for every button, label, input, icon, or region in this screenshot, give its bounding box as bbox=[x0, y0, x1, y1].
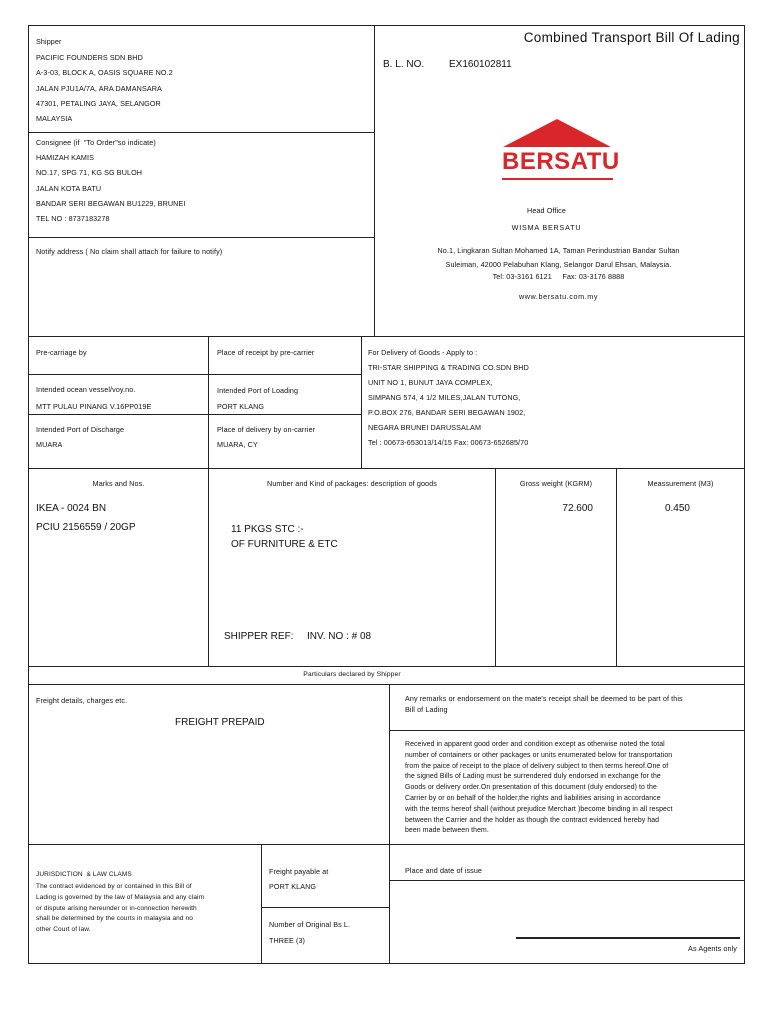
vessel-label: Intended ocean vessel/voy.no. bbox=[36, 385, 136, 394]
border-top bbox=[28, 25, 745, 26]
marks-header: Marks and Nos. bbox=[92, 479, 145, 488]
divider-top-routing bbox=[28, 336, 745, 337]
divider-cargo-declared bbox=[28, 666, 745, 667]
border-bottom bbox=[28, 963, 745, 964]
signature-line bbox=[516, 937, 740, 939]
consignee-line: BANDAR SERI BEGAWAN BU1229, BRUNEI bbox=[36, 198, 186, 208]
terms-line: number of containers or other packages or units enumerated below for transportation bbox=[405, 751, 673, 759]
remarks-line: Any remarks or endorsement on the mate's receipt shall be deemed to be part of this bbox=[405, 694, 683, 703]
divider-top-vertical bbox=[374, 25, 375, 336]
delivery-agent-line: Tel : 00673-653013/14/15 Fax: 00673-652685/70 bbox=[368, 438, 529, 447]
invoice-number: INV. NO : # 08 bbox=[307, 631, 372, 642]
delivery-agent-line: UNIT NO 1, BUNUT JAYA COMPLEX, bbox=[368, 378, 493, 387]
measurement-header: Meassurement (M3) bbox=[647, 479, 714, 488]
terms-line: the signed Bills of Lading must be surrendered duly endorsed in exchange for the bbox=[405, 773, 661, 781]
head-office-label: Head Office bbox=[527, 206, 566, 215]
port-discharge-label: Intended Port of Discharge bbox=[36, 425, 125, 434]
delivery-agent-line: P.O.BOX 276, BANDAR SERI BEGAWAN 1902, bbox=[368, 408, 526, 417]
terms-line: been made between them. bbox=[405, 827, 489, 835]
shipper-line: A-3-03, BLOCK A, OASIS SQUARE NO.2 bbox=[36, 68, 173, 78]
divider-cargo-v1 bbox=[208, 468, 209, 667]
divider-issue-h bbox=[389, 880, 745, 881]
originals-value: THREE (3) bbox=[269, 936, 306, 945]
delivery-agent-line: SIMPANG 574, 4 1/2 MILES,JALAN TUTONG, bbox=[368, 393, 521, 402]
terms-line: Received in apparent good order and condition except as otherwise noted the total bbox=[405, 741, 665, 748]
port-loading-label: Intended Port of Loading bbox=[217, 386, 299, 395]
marks-line: IKEA - 0024 BN bbox=[36, 503, 107, 514]
gross-weight-value: 72.600 bbox=[562, 503, 593, 514]
packages-header: Number and Kind of packages: description of goods bbox=[267, 479, 437, 488]
divider-payable-originals bbox=[261, 907, 389, 908]
divider-routing-v1 bbox=[208, 336, 209, 468]
shipper-line: 47301, PETALING JAYA, SELANGOR bbox=[36, 98, 161, 108]
delivery-agent-label: For Delivery of Goods - Apply to : bbox=[368, 348, 478, 357]
freight-payable-value: PORT KLANG bbox=[269, 882, 317, 891]
packages-line: 11 PKGS STC :- bbox=[231, 524, 304, 535]
divider-bottom-v2 bbox=[389, 844, 390, 964]
place-delivery-label: Place of delivery by on-carrier bbox=[217, 425, 316, 434]
divider-cargo-v2 bbox=[495, 468, 496, 667]
divider-bottom-v1 bbox=[261, 844, 262, 964]
terms-line: with the terms hereof shall (without prejudice Merchart )become binding in all respect bbox=[405, 805, 673, 813]
head-office-name: WISMA BERSATU bbox=[511, 223, 582, 232]
shipper-line: PACIFIC FOUNDERS SDN BHD bbox=[36, 53, 143, 62]
terms-line: Goods or delivery order.On presentation of this document (duly endorsed) to the bbox=[405, 784, 657, 792]
divider-declared-freight bbox=[28, 684, 745, 685]
originals-label: Number of Original Bs L. bbox=[269, 920, 351, 929]
jurisdiction-text bbox=[36, 882, 204, 936]
shipper-line: JALAN PJU1A/7A, ARA DAMANSARA bbox=[36, 83, 162, 93]
consignee-line: HAMIZAH KAMIS bbox=[36, 153, 95, 162]
remarks-line: Bill of Lading bbox=[405, 705, 448, 714]
freight-value: FREIGHT PREPAID bbox=[175, 717, 265, 728]
packages-line: OF FURNITURE & ETC bbox=[231, 539, 338, 550]
delivery-agent-line: TRI-STAR SHIPPING & TRADING CO.SDN BHD bbox=[368, 363, 529, 372]
gross-weight-header: Gross weight (KGRM) bbox=[519, 479, 593, 488]
border-right bbox=[744, 25, 745, 964]
jurisdiction-line: The contract evidenced by or contained in this Bill of bbox=[36, 883, 192, 890]
shipper-line: MALAYSIA bbox=[36, 114, 73, 124]
marks-line: PCIU 2156559 / 20GP bbox=[36, 522, 136, 533]
logo-underline bbox=[502, 178, 613, 180]
bl-number-label: B. L. NO. bbox=[383, 59, 425, 70]
border-left bbox=[28, 25, 29, 964]
port-discharge-value: MUARA bbox=[36, 440, 63, 449]
divider-consignee-notify bbox=[28, 237, 374, 238]
terms-line: between the Carrier and the holder as though the contract evidenced hereby had bbox=[405, 816, 660, 824]
shipper-label: Shipper bbox=[36, 37, 62, 46]
notify-label: Notify address ( No claim shall attach for failure to notify) bbox=[36, 247, 223, 256]
consignee-line: JALAN KOTA BATU bbox=[36, 183, 102, 193]
measurement-value: 0.450 bbox=[664, 503, 690, 514]
shipper-address bbox=[36, 50, 173, 126]
freight-label: Freight details, charges etc. bbox=[36, 696, 128, 705]
delivery-agent-line: NEGARA BRUNEI DARUSSALAM bbox=[368, 423, 482, 432]
declared-note: Particulars declared by Shipper bbox=[303, 671, 401, 678]
divider-routing-v2 bbox=[361, 336, 362, 468]
document-title: Combined Transport Bill Of Lading bbox=[523, 30, 740, 45]
divider-cargo-v3 bbox=[616, 468, 617, 667]
jurisdiction-line: Lading is governed by the law of Malaysia and any claim bbox=[36, 893, 205, 901]
delivery-agent-address bbox=[368, 360, 529, 450]
port-loading-value: PORT KLANG bbox=[217, 402, 265, 411]
company-website: www.bersatu.com.my bbox=[518, 292, 599, 301]
terms-line: Carrier by or on behalf of the holder,the rights and liabilities arising in accordance bbox=[405, 794, 661, 802]
divider-routing-h2 bbox=[28, 414, 361, 415]
shipper-ref-label: SHIPPER REF: bbox=[224, 631, 294, 642]
logo-wordmark: BERSATU bbox=[502, 148, 620, 175]
agents-label: As Agents only bbox=[688, 944, 737, 953]
terms-line: from the paice of receipt to the place of delivery subject to then terms hereof.One of bbox=[405, 762, 669, 770]
bl-number-value: EX160102811 bbox=[449, 59, 512, 70]
freight-payable-label: Freight payable at bbox=[269, 867, 329, 876]
consignee-label: Consignee (if "To Order"so indicate) bbox=[36, 138, 156, 147]
consignee-address bbox=[36, 150, 185, 226]
divider-shipper-consignee bbox=[28, 132, 374, 133]
terms-text bbox=[405, 740, 673, 837]
consignee-line: NO.17, SPG 71, KG SG BULOH bbox=[36, 168, 143, 178]
vessel-value: MTT PULAU PINANG V.16PP019E bbox=[36, 402, 152, 411]
issue-label: Place and date of issue bbox=[405, 866, 483, 875]
company-address-2: Suleiman, 42000 Pelabuhan Klang, Selangor Darul Ehsan, Malaysia. bbox=[445, 260, 672, 269]
divider-freight-bottom bbox=[28, 844, 745, 845]
company-phone: Tel: 03-3161 6121 Fax: 03-3176 8888 bbox=[492, 272, 625, 281]
divider-remarks-terms bbox=[389, 730, 745, 731]
jurisdiction-line: or dispute arising hereunder or in-connection herewith bbox=[36, 904, 197, 912]
divider-freight-v bbox=[389, 684, 390, 844]
company-address-1: No.1, Lingkaran Sultan Mohamed 1A, Taman Perindustrian Bandar Sultan bbox=[437, 246, 680, 255]
pre-carriage-label: Pre-carriage by bbox=[36, 348, 87, 357]
jurisdiction-line: shall be determined by the courts in malaysia and no bbox=[36, 915, 193, 923]
place-receipt-label: Place of receipt by pre-carrier bbox=[217, 348, 315, 357]
place-delivery-value: MUARA, CY bbox=[217, 440, 258, 449]
divider-routing-h1 bbox=[28, 374, 361, 375]
consignee-line: TEL NO : 8737183278 bbox=[36, 214, 110, 224]
jurisdiction-title: JURISDICTION & LAW CLAMS bbox=[36, 871, 132, 878]
jurisdiction-line: other Court of law. bbox=[36, 926, 91, 934]
company-logo bbox=[500, 117, 620, 185]
divider-routing-cargo bbox=[28, 468, 745, 469]
